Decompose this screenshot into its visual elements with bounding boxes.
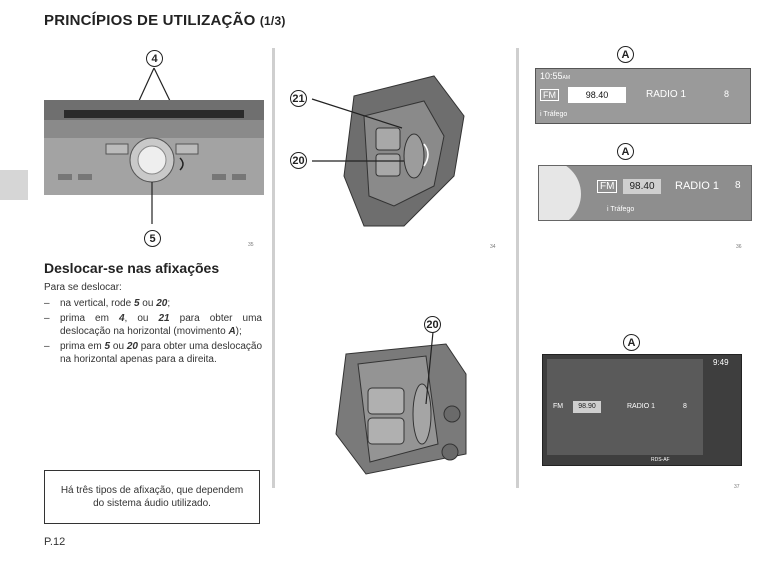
section-body [44, 282, 262, 369]
display1-band: FM [540, 89, 559, 101]
page-title-text: PRINCÍPIOS DE UTILIZAÇÃO [44, 12, 256, 29]
instruction-list [44, 298, 262, 367]
marker-a-3: A [623, 334, 640, 351]
section-heading: Deslocar-se nas afixações [44, 260, 220, 276]
callout-20-bottom: 20 [424, 316, 441, 333]
callout-4: 4 [146, 50, 163, 67]
list-item: – prima em 5 ou 20 para obter uma deslocação na horizontal apenas para a direita. [44, 341, 263, 365]
section-intro: Para se deslocar: [44, 282, 122, 293]
figure-code: 35 [248, 242, 254, 248]
marker-a-1: A [617, 46, 634, 63]
figure-thumbwheel [326, 314, 486, 482]
display2-traffic: i Tráfego [607, 206, 635, 213]
display2-dial [538, 165, 581, 221]
display2-frequency: 98.40 [623, 179, 661, 194]
display1-traffic: i Tráfego [540, 111, 568, 118]
display3-rds: RDS-AF [651, 457, 670, 463]
display3-panel [547, 359, 703, 455]
display3-station: RADIO 1 [627, 403, 656, 410]
display-type-3 [542, 354, 742, 466]
page-number: P.12 [44, 536, 66, 548]
note-box: Há três tipos de afixação, que dependem do sistema áudio utilizado. [44, 470, 260, 524]
list-item: – prima em 4, ou 21 para obter uma deslocação na horizontal (movimento A); [44, 313, 262, 337]
display3-frequency: 98.90 [573, 401, 601, 413]
figure-radio-faceplate [44, 48, 264, 248]
display1-station: RADIO 1 [646, 89, 687, 100]
callout-5: 5 [144, 230, 161, 247]
side-tab [0, 170, 28, 200]
thumbwheel-illustration [326, 314, 486, 482]
display3-band: FM [553, 403, 564, 410]
page-title-suffix: (1/3) [259, 14, 286, 28]
display3-time: 9:49 [713, 358, 729, 367]
display2-band: FM [597, 180, 617, 193]
callout-21: 21 [290, 90, 307, 107]
display3-preset: 8 [683, 403, 687, 410]
steering-control-illustration [284, 56, 506, 256]
display2-code: 36 [736, 244, 742, 250]
display-type-1 [535, 68, 751, 124]
marker-a-2: A [617, 143, 634, 160]
display3-code: 37 [734, 484, 740, 490]
column-divider-2 [516, 48, 519, 488]
display2-station: RADIO 1 [675, 180, 720, 192]
display1-frequency: 98.40 [568, 87, 626, 103]
figure-code-mid: 34 [490, 244, 496, 250]
figure-steering-control [284, 56, 506, 256]
column-divider-1 [272, 48, 275, 488]
display1-preset: 8 [724, 89, 730, 99]
page-title [44, 12, 286, 29]
radio-faceplate-illustration [44, 48, 264, 248]
display2-preset: 8 [735, 180, 741, 191]
list-item: – na vertical, rode 5 ou 20; [44, 297, 171, 309]
display1-time: 10:55AM [540, 71, 571, 81]
callout-20-top: 20 [290, 152, 307, 169]
display-type-2 [538, 165, 752, 221]
